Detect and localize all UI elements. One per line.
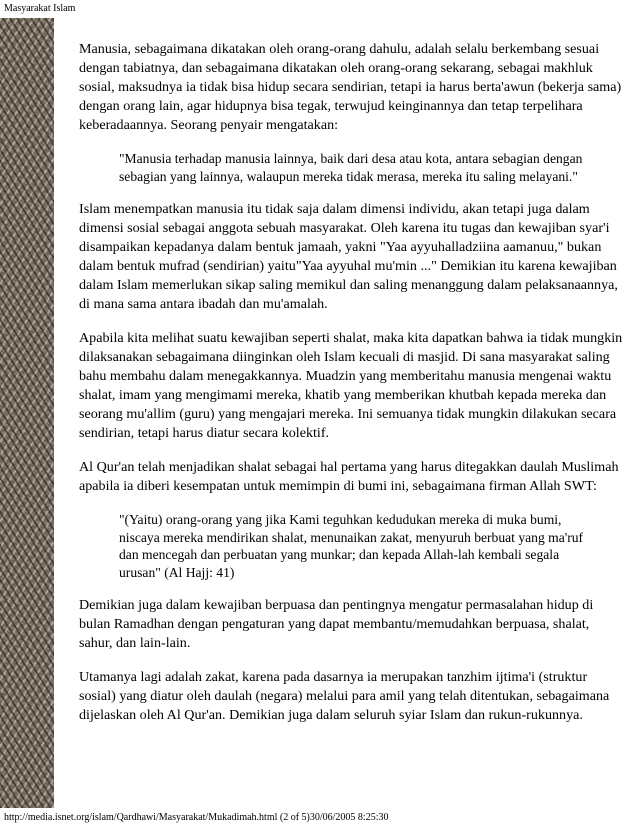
quote-al-hajj: "(Yaitu) orang-orang yang jika Kami teguhkan kedudukan mereka di muka bumi, niscaya mereka mendirikan shalat, menunaikan zakat, menyuruh berbuat yang ma'ruf dan mencegah dan perbuatan yang munkar; dan kepada Allah-lah kembali segala urusan" (Al Hajj: 41)	[119, 512, 584, 580]
page-footer-url: http://media.isnet.org/islam/Qardhawi/Masyarakat/Mukadimah.html (2 of 5)30/06/2005 8:25:30	[4, 812, 389, 823]
page-header-title: Masyarakat Islam	[4, 3, 76, 14]
paragraph-quran: Al Qur'an telah menjadikan shalat sebagai hal pertama yang harus ditegakkan daulah Muslimah apabila ia diberi kesempatan untuk memimpin di bumi ini, sebagaimana firman Allah SWT:	[79, 459, 619, 494]
paragraph-puasa: Demikian juga dalam kewajiban berpuasa dan pentingnya mengatur permasalahan hidup di bulan Ramadhan dengan pengaturan yang dapat membantu/memudahkan berpuasa, shalat, sahur, dan lain-lain.	[79, 597, 594, 651]
document-body	[79, 40, 624, 740]
paragraph-islam-dimension: Islam menempatkan manusia itu tidak saja dalam dimensi individu, akan tetapi juga dalam dimensi sosial sebagai anggota sebuah masyarakat. Oleh karena itu tugas dan kewajiban syar'i disampaikan kepadanya dalam bentuk jamaah, yakni "Yaa ayyuhalladziina aamanuu," bukan dalam bentuk mufrad (sendirian) yaitu"Yaa ayyuhal mu'min ..." Demikian itu karena kewajiban dalam Islam memerlukan sikap saling memikul dan saling menanggung dalam pelaksanaannya, di mana sama antara ibadah dan mu'amalah.	[79, 201, 618, 312]
decorative-border-strip	[0, 18, 54, 808]
paragraph-intro: Manusia, sebagaimana dikatakan oleh orang-orang dahulu, adalah selalu berkembang sesuai dengan tabiatnya, dan sebagaimana dikatakan oleh orang-orang sekarang, sebagai makhluk sosial, maksudnya ia tidak bisa hidup secara sendirian, tetapi ia harus berta'awun (bekerja sama) dengan orang lain, agar hidupnya bisa tegak, terwujud keinginannya dan tetap terpelihara keberadaannya. Seorang penyair mengatakan:	[79, 41, 622, 133]
quote-poet: "Manusia terhadap manusia lainnya, baik dari desa atau kota, antara sebagian dengan sebagian yang lainnya, walaupun mereka tidak merasa, mereka itu saling melayani."	[119, 151, 583, 184]
paragraph-shalat: Apabila kita melihat suatu kewajiban seperti shalat, maka kita dapatkan bahwa ia tidak mungkin dilaksanakan sebagaimana diinginkan oleh Islam kecuali di masjid. Di sana masyarakat saling bahu membahu dalam menegakkannya. Muadzin yang memberitahu manusia mengenai waktu shalat, imam yang mengimami mereka, khatib yang memberikan khutbah kepada mereka dan seorang mu'allim (guru) yang mengajari mereka. Ini semuanya tidak mungkin dilakukan secara sendirian, tetapi harus diatur secara kolektif.	[79, 330, 623, 441]
paragraph-zakat: Utamanya lagi adalah zakat, karena pada dasarnya ia merupakan tanzhim ijtima'i (struktur sosial) yang diatur oleh daulah (negara) melalui para amil yang telah ditentukan, sebagaimana dijelaskan oleh Al Qur'an. Demikian juga dalam seluruh syiar Islam dan rukun-rukunnya.	[79, 669, 610, 723]
